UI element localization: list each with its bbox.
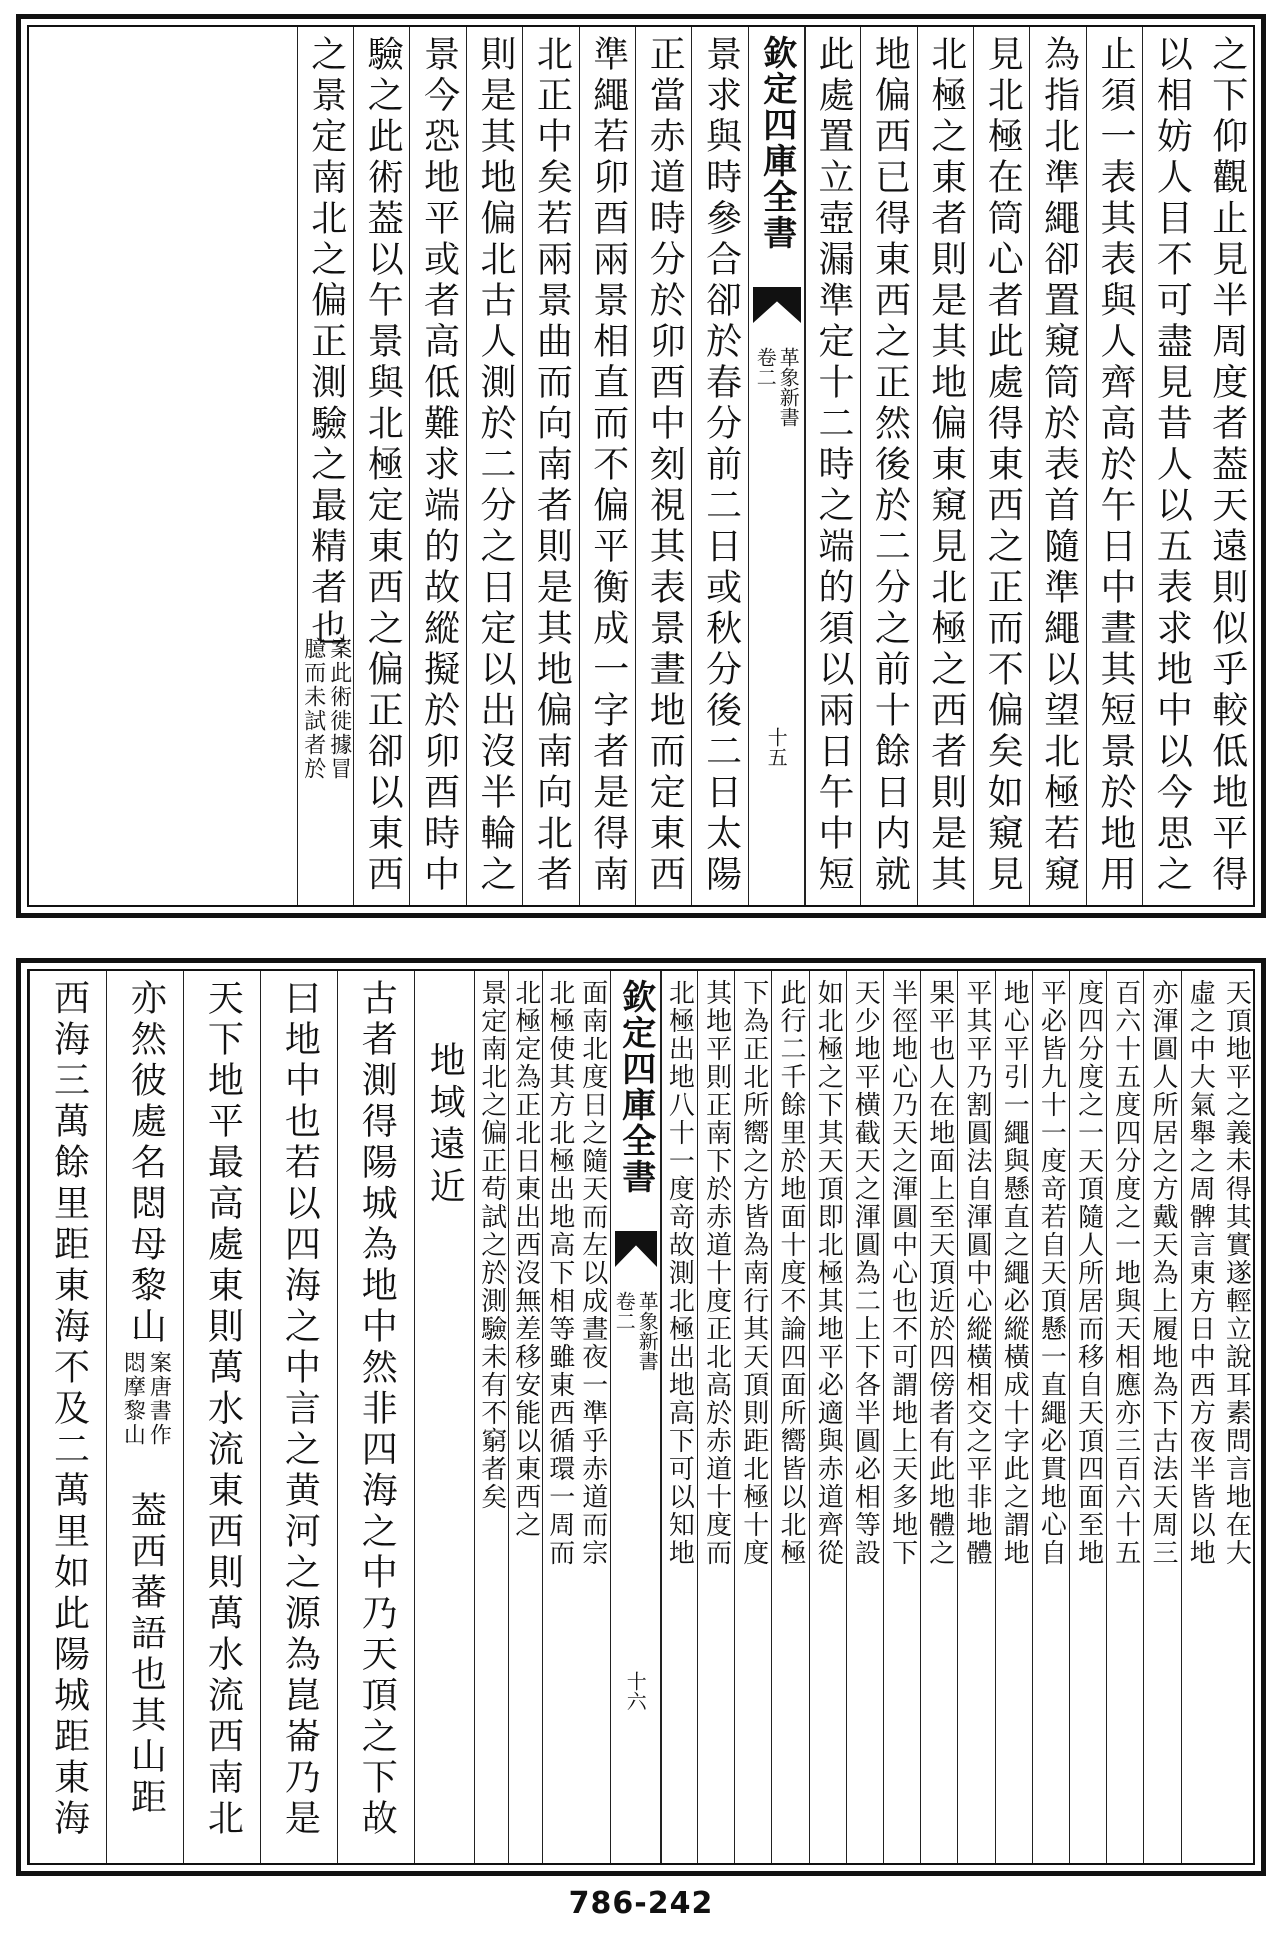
column-text: 百六十五度四分度之一地與天相應亦三百六十五: [1110, 979, 1141, 1567]
column-text: 景今恐地平或者高低難求端的故縱擬於卯酉時中: [418, 35, 460, 896]
text-column: [917, 27, 974, 905]
column-text: 地偏西已得東西之正然後於二分之前十餘日内就: [869, 35, 911, 896]
column-text: 亦渾圓人所居之方戴天為上履地為下古法天周三: [1147, 979, 1178, 1567]
column-text: 為指北準繩卻置窺筒於表首隨準繩以望北極若窺: [1038, 35, 1080, 896]
note-right: 案唐書作: [146, 1351, 172, 1447]
column-text: 此處置立壺漏準定十二時之端的須以兩日午中短: [812, 35, 854, 896]
top-page-inner-frame: [27, 25, 1255, 907]
column-text: 虛之中大氣舉之周髀言東方日中西方夜半皆以地: [1185, 979, 1216, 1567]
text-column: [522, 27, 579, 905]
small-text-column: [542, 971, 577, 1863]
text-column: [409, 27, 466, 905]
column-text: 平其平乃割圓法自渾圓中心縱橫相交之平非地體: [961, 979, 992, 1567]
column-text: 則是其地偏北古人測於二分之日定以出沒半輪之: [474, 35, 516, 896]
column-text: 北正中矣若兩景曲而向南者則是其地偏南向北者: [531, 35, 573, 896]
small-text-column: [734, 971, 772, 1863]
column-text: 面南北度日之隨天而左以成晝夜一準乎赤道而宗: [577, 979, 608, 1567]
small-text-column: [1143, 971, 1181, 1863]
center-title-column: [610, 971, 662, 1863]
text-column: [973, 27, 1030, 905]
text-column: [1029, 27, 1086, 905]
column-text: 北極定為正北日東出西沒無差移安能以東西之: [510, 979, 541, 1539]
column-text: 見北極在筒心者此處得東西之正而不偏矣如窺見: [982, 35, 1024, 896]
column-text: 天下地平最高處東則萬水流東西則萬水流西南北: [202, 979, 244, 1840]
column-text-before-note: 亦然彼處名悶母黎山: [125, 979, 167, 1348]
column-text: 景求與時參合卻於春分前二日或秋分後二日太陽: [700, 35, 742, 896]
small-text-column: [846, 971, 884, 1863]
section-heading-column: [414, 971, 475, 1863]
column-text: 準繩若卯酉兩景相直而不偏平衡成一字者是得南: [587, 35, 629, 896]
volume-info: [753, 347, 801, 427]
text-column: [466, 27, 523, 905]
note-left: 臆而未試者於: [300, 637, 326, 781]
book-subtitle: 革象新書: [776, 347, 801, 427]
volume-label: 卷二: [612, 1291, 637, 1331]
large-text-column: [29, 971, 107, 1863]
column-text: 如北極之下其天頂即北極其地平必適與赤道齊從: [813, 979, 844, 1567]
text-column: [579, 27, 636, 905]
text-column: [691, 27, 748, 905]
text-column: [297, 27, 354, 905]
large-text-column: [183, 971, 261, 1863]
small-text-column: [660, 971, 698, 1863]
column-text: 果平也人在地面上至天頂近於四傍者有此地體之: [924, 979, 955, 1567]
column-text: 驗之此術葢以午景與北極定東西之偏正卻以東西: [362, 35, 404, 896]
text-column: [860, 27, 917, 905]
page-number-footer: 786-242: [568, 1886, 714, 1921]
column-text: 正當赤道時分於卯酉中刻視其表景晝地而定東西: [644, 35, 686, 896]
book-subtitle: 革象新書: [635, 1291, 660, 1371]
text-column: [1086, 27, 1143, 905]
center-title-column: [748, 27, 806, 905]
text-column: [635, 27, 692, 905]
small-text-column: [920, 971, 958, 1863]
column-text: 以相妨人目不可盡見昔人以五表求地中以今思之: [1151, 35, 1193, 896]
column-text: 天頂地平之義未得其實遂輕立說耳素問言地在大: [1221, 979, 1252, 1567]
small-text-column: [771, 971, 809, 1863]
text-column: [1199, 27, 1255, 905]
column-text: 天少地平横截天之渾圓為二上下各半圓必相等設: [850, 979, 881, 1567]
column-text: 景定南北之偏正苟試之於測驗未有不窮者矣: [476, 979, 507, 1511]
bottom-page: [16, 958, 1266, 1876]
annotation-note: [300, 637, 352, 781]
column-text: 平必皆九十一度竒若自天頂懸一直繩必貫地心自: [1036, 979, 1067, 1567]
book-title: 欽定四庫全書: [615, 979, 656, 1195]
column-text: 其地平則正南下於赤道十度正北高於赤道十度而: [701, 979, 732, 1567]
small-text-column: [883, 971, 921, 1863]
column-text: 之景定南北之偏正測驗之最精者也: [305, 35, 347, 650]
column-text: 半徑地心乃天之渾圓中心也不可謂地上天多地下: [887, 979, 918, 1567]
column-text: 下為正北所嚮之方皆為南行其天頂則距北極十度: [738, 979, 769, 1567]
small-text-column: [1218, 971, 1255, 1863]
column-text-after-note: 葢西蕃語也其山距: [125, 1491, 167, 1819]
column-text: 北極之東者則是其地偏東窺見北極之西者則是其: [925, 35, 967, 896]
fish-tail-ornament: [753, 287, 801, 323]
column-text: 地心平引一繩與懸直之繩必縱橫成十字此之謂地: [999, 979, 1030, 1567]
section-heading: 地域遠近: [424, 1041, 466, 1209]
column-text: 北極出地八十一度竒故測北極出地高下可以知地: [664, 979, 695, 1567]
column-text: 西海三萬餘里距東海不及二萬里如此陽城距東海: [48, 979, 90, 1840]
small-text-column: [995, 971, 1033, 1863]
volume-label: 卷二: [753, 347, 778, 387]
small-text-column: [809, 971, 847, 1863]
small-text-column: [1181, 971, 1219, 1863]
small-text-column: [1106, 971, 1144, 1863]
top-page: [16, 14, 1266, 918]
column-text: 古者測得陽城為地中然非四海之中乃天頂之下故: [356, 979, 398, 1840]
note-left: 悶摩黎山: [120, 1351, 146, 1447]
text-column: [353, 27, 410, 905]
folio-number: 十六: [623, 1671, 648, 1711]
text-column: [1142, 27, 1199, 905]
small-text-column: [1032, 971, 1070, 1863]
note-right: 案此術徙據冒: [326, 637, 352, 781]
small-text-column: [474, 971, 509, 1863]
column-text: 止須一表其表與人齊高於午日中晝其短景於地用: [1094, 35, 1136, 896]
large-text-column: [337, 971, 415, 1863]
small-text-column: [1069, 971, 1107, 1863]
text-column: [804, 27, 861, 905]
volume-info: [612, 1291, 660, 1371]
small-text-column: [508, 971, 543, 1863]
bottom-page-inner-frame: [27, 969, 1255, 1865]
fish-tail-ornament: [615, 1231, 657, 1267]
text-column-with-note: [106, 971, 184, 1863]
annotation-note: [109, 1351, 182, 1447]
column-text: 度四分度之一天頂隨人所居而移自天頂四面至地: [1073, 979, 1104, 1567]
small-text-column: [957, 971, 995, 1863]
small-text-column: [697, 971, 735, 1863]
column-text: 北極使其方北極出地高下相等雖東西循環一周而: [544, 979, 575, 1567]
large-text-column: [260, 971, 338, 1863]
book-title: 欽定四庫全書: [756, 35, 797, 251]
column-text: 之下仰觀止見半周度者葢天遠則似乎較低地平得: [1206, 35, 1248, 896]
column-text: 曰地中也若以四海之中言之黄河之源為崑崙乃是: [279, 979, 321, 1840]
folio-number: 十五: [764, 727, 789, 767]
column-text: 此行二千餘里於地面十度不論四面所嚮皆以北極: [775, 979, 806, 1567]
small-text-column: [576, 971, 610, 1863]
